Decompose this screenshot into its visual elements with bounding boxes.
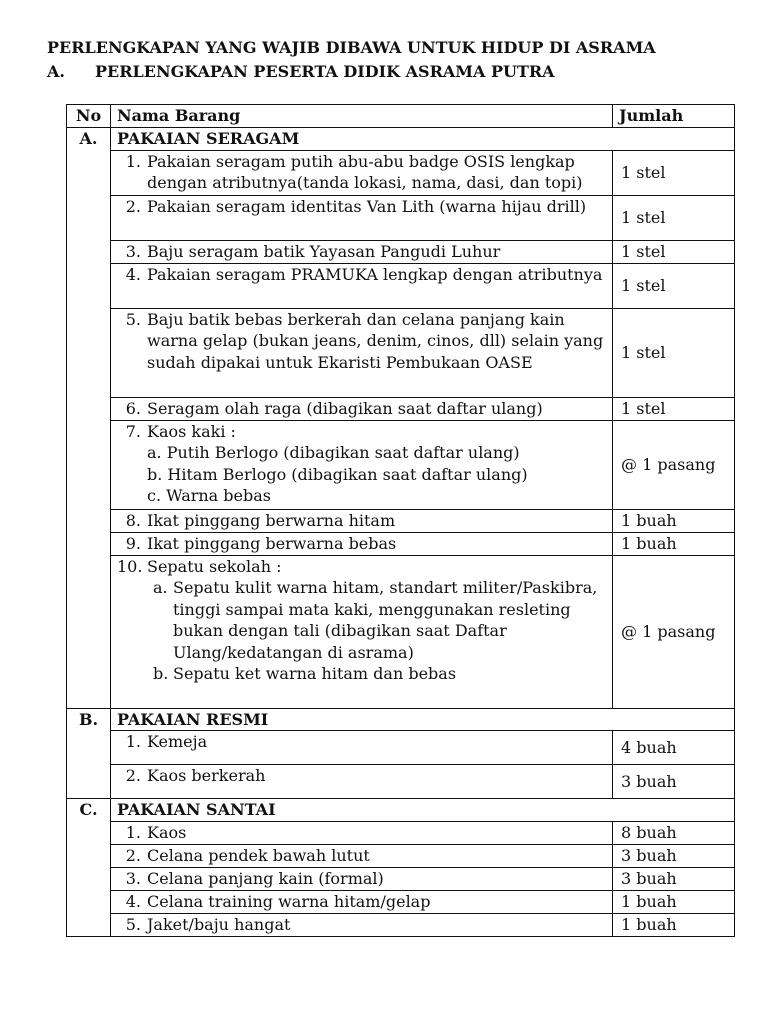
header-qty: Jumlah <box>613 105 735 128</box>
item-text: Sepatu sekolah : <box>147 556 282 576</box>
category-title: PAKAIAN SERAGAM <box>111 128 735 151</box>
no-cell <box>67 263 111 308</box>
item-quantity: 3 buah <box>613 867 735 890</box>
no-cell <box>67 913 111 936</box>
item-number: 4. <box>125 264 141 284</box>
list-item <box>117 398 606 420</box>
item-number: 2. <box>125 845 141 865</box>
item-quantity: 1 stel <box>613 195 735 240</box>
item-name-cell <box>111 844 613 867</box>
item-number: 5. <box>125 309 141 329</box>
list-item <box>117 765 606 787</box>
item-text: Ikat pinggang berwarna bebas <box>147 533 397 553</box>
no-cell <box>67 240 111 263</box>
category-number: B. <box>67 708 111 731</box>
item-name-cell <box>111 821 613 844</box>
item-number: 1. <box>125 151 141 171</box>
no-cell <box>67 555 111 708</box>
item-name-cell <box>111 308 613 397</box>
item-quantity: 1 stel <box>613 150 735 195</box>
item-text: Jaket/baju hangat <box>147 914 291 934</box>
list-item <box>117 533 606 555</box>
item-quantity: 1 buah <box>613 532 735 555</box>
item-row <box>67 420 735 509</box>
category-number: C. <box>67 799 111 822</box>
item-name-cell <box>111 731 613 765</box>
item-quantity: 1 stel <box>613 397 735 420</box>
header-name: Nama Barang <box>111 105 613 128</box>
item-quantity: 3 buah <box>613 765 735 799</box>
list-item <box>117 421 606 443</box>
no-cell <box>67 308 111 397</box>
item-text: Celana panjang kain (formal) <box>147 868 384 888</box>
item-quantity: 3 buah <box>613 844 735 867</box>
item-row <box>67 397 735 420</box>
item-name-cell <box>111 765 613 799</box>
item-text: Pakaian seragam identitas Van Lith (warna hijau drill) <box>147 196 587 216</box>
no-cell <box>67 150 111 195</box>
item-row <box>67 308 735 397</box>
item-name-cell <box>111 532 613 555</box>
item-name-cell <box>111 890 613 913</box>
item-row <box>67 765 735 799</box>
list-item <box>117 556 606 578</box>
item-number: 4. <box>125 891 141 911</box>
item-name-cell <box>111 263 613 308</box>
item-name-cell <box>111 420 613 509</box>
sub-item: b. Hitam Berlogo (dibagikan saat daftar ulang) <box>147 464 528 484</box>
category-title: PAKAIAN SANTAI <box>111 799 735 822</box>
sub-item: c. Warna bebas <box>147 486 272 505</box>
item-row <box>67 555 735 708</box>
no-cell <box>67 397 111 420</box>
item-row <box>67 731 735 765</box>
section-heading <box>47 62 555 82</box>
no-cell <box>67 844 111 867</box>
sub-item: a. Putih Berlogo (dibagikan saat daftar ulang) <box>147 443 520 462</box>
no-cell <box>67 420 111 509</box>
item-number: 9. <box>125 533 141 553</box>
no-cell <box>67 731 111 765</box>
item-text: Celana pendek bawah lutut <box>147 845 370 865</box>
item-text: Kaos kaki : <box>147 421 236 441</box>
no-cell <box>67 890 111 913</box>
item-text: Kaos <box>147 822 187 842</box>
section-letter: A. <box>47 62 65 81</box>
list-item <box>117 914 606 936</box>
item-quantity: 1 stel <box>613 308 735 397</box>
item-row <box>67 890 735 913</box>
list-item <box>117 510 606 532</box>
table-header-row <box>67 105 735 128</box>
list-item <box>117 264 606 286</box>
no-cell <box>67 532 111 555</box>
category-title: PAKAIAN RESMI <box>111 708 735 731</box>
item-number: 7. <box>125 421 141 441</box>
item-name-cell <box>111 867 613 890</box>
sub-item <box>117 663 606 685</box>
item-quantity: 1 buah <box>613 890 735 913</box>
item-text: Kemeja <box>147 732 208 751</box>
list-item <box>117 868 606 890</box>
sub-item-letter: a. <box>153 578 168 597</box>
list-item <box>117 241 606 263</box>
item-text: Pakaian seragam PRAMUKA lengkap dengan atributnya <box>147 264 603 284</box>
list-item <box>117 309 606 374</box>
no-cell <box>67 509 111 532</box>
item-text: Baju batik bebas berkerah dan celana panjang kain warna gelap (bukan jeans, denim, cinos, dll) selain yang sudah dipakai untuk Ekaristi Pembukaan OASE <box>147 309 604 372</box>
item-quantity: 1 stel <box>613 263 735 308</box>
item-name-cell <box>111 195 613 240</box>
category-row <box>67 128 735 151</box>
item-row <box>67 532 735 555</box>
item-name-cell <box>111 150 613 195</box>
list-item <box>117 731 606 753</box>
item-number: 6. <box>125 398 141 418</box>
list-item <box>117 891 606 913</box>
item-quantity: 1 stel <box>613 240 735 263</box>
item-number: 3. <box>125 868 141 888</box>
list-item <box>117 151 606 194</box>
header-no: No <box>67 105 111 128</box>
item-number: 3. <box>125 241 141 261</box>
item-number: 8. <box>125 510 141 530</box>
equipment-table <box>66 104 735 937</box>
category-row <box>67 708 735 731</box>
item-row <box>67 195 735 240</box>
list-item <box>117 196 606 218</box>
item-quantity: 8 buah <box>613 821 735 844</box>
sub-item <box>117 577 606 663</box>
item-quantity: 1 buah <box>613 913 735 936</box>
document-title: PERLENGKAPAN YANG WAJIB DIBAWA UNTUK HIDUP DI ASRAMA <box>47 38 656 57</box>
item-quantity: @ 1 pasang <box>613 555 735 708</box>
item-row <box>67 150 735 195</box>
item-text: Kaos berkerah <box>147 766 266 785</box>
item-name-cell <box>111 240 613 263</box>
item-text: Seragam olah raga (dibagikan saat daftar ulang) <box>147 398 543 418</box>
item-name-cell <box>111 397 613 420</box>
category-number: A. <box>67 128 111 151</box>
item-row <box>67 844 735 867</box>
item-quantity: 4 buah <box>613 731 735 765</box>
list-item <box>117 845 606 867</box>
item-name-cell <box>111 913 613 936</box>
item-quantity: 1 buah <box>613 509 735 532</box>
no-cell <box>67 867 111 890</box>
item-row <box>67 867 735 890</box>
item-number: 10. <box>117 556 143 576</box>
item-text: Celana training warna hitam/gelap <box>147 891 431 911</box>
sub-item-letter: b. <box>153 664 169 683</box>
item-row <box>67 509 735 532</box>
no-cell <box>67 765 111 799</box>
item-number: 2. <box>125 766 141 785</box>
item-text: Pakaian seragam putih abu-abu badge OSIS lengkap dengan atributnya(tanda lokasi, nama, dasi, dan topi) <box>147 151 583 192</box>
item-row <box>67 821 735 844</box>
no-cell <box>67 195 111 240</box>
item-number: 5. <box>125 914 141 934</box>
item-number: 1. <box>125 822 141 842</box>
item-text: Ikat pinggang berwarna hitam <box>147 510 396 530</box>
sub-item-text: Sepatu ket warna hitam dan bebas <box>173 664 457 683</box>
item-number: 2. <box>125 196 141 216</box>
item-number: 1. <box>125 732 141 751</box>
item-quantity: @ 1 pasang <box>613 420 735 509</box>
section-title: PERLENGKAPAN PESERTA DIDIK ASRAMA PUTRA <box>95 62 555 81</box>
item-name-cell <box>111 509 613 532</box>
no-cell <box>67 821 111 844</box>
item-text: Baju seragam batik Yayasan Pangudi Luhur <box>147 241 501 261</box>
item-row <box>67 240 735 263</box>
list-item <box>117 822 606 844</box>
item-row <box>67 263 735 308</box>
item-name-cell <box>111 555 613 708</box>
item-row <box>67 913 735 936</box>
category-row <box>67 799 735 822</box>
sub-item-text: Sepatu kulit warna hitam, standart militer/Paskibra, tinggi sampai mata kaki, menggunakan resleting bukan dengan tali (dibagikan saat Daftar Ulang/kedatangan di asrama) <box>173 578 598 662</box>
